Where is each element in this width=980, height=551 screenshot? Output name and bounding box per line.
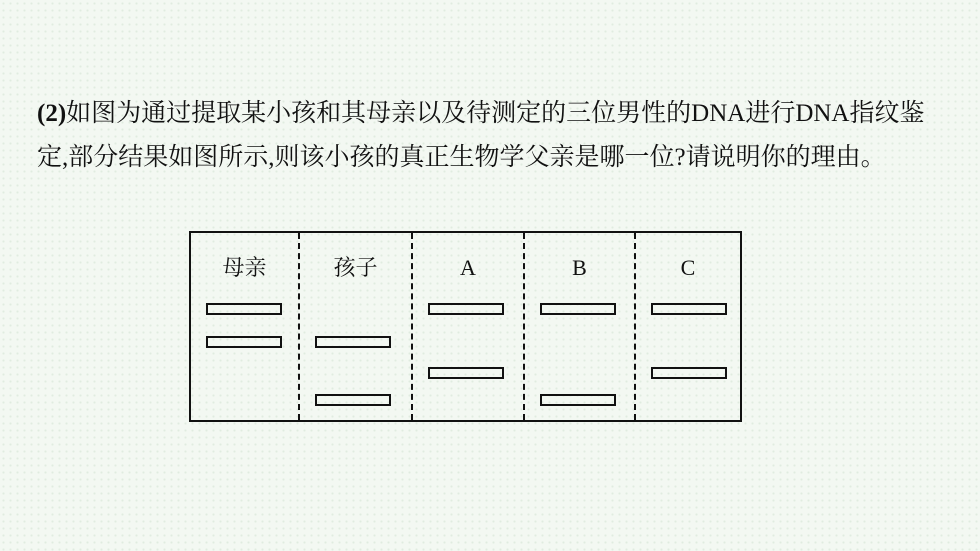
question-body: 如图为通过提取某小孩和其母亲以及待测定的三位男性的DNA进行DNA指纹鉴定,部分结果如图所示,则该小孩的真正生物学父亲是哪一位?请说明你的理由。 (37, 100, 925, 171)
question-text (37, 92, 947, 180)
dna-band (651, 367, 727, 379)
dna-band (428, 303, 504, 315)
lane-child (298, 233, 411, 420)
lane-label-b: B (572, 255, 587, 280)
dna-band (651, 303, 727, 315)
dna-band (206, 336, 282, 348)
dna-band (315, 336, 391, 348)
lane-b (523, 233, 634, 420)
lane-label-mother: 母亲 (222, 255, 267, 280)
lane-label-c: C (680, 255, 696, 280)
lane-label-child: 孩子 (333, 255, 378, 280)
dna-band (315, 394, 391, 406)
dna-band (540, 394, 616, 406)
dna-fingerprint-figure (189, 231, 742, 422)
dna-band (206, 303, 282, 315)
lane-c (634, 233, 740, 420)
lane-a (411, 233, 523, 420)
dna-band (540, 303, 616, 315)
lane-label-a: A (460, 255, 476, 280)
lane-mother (191, 233, 298, 420)
dna-band (428, 367, 504, 379)
question-number: (2) (37, 100, 67, 127)
